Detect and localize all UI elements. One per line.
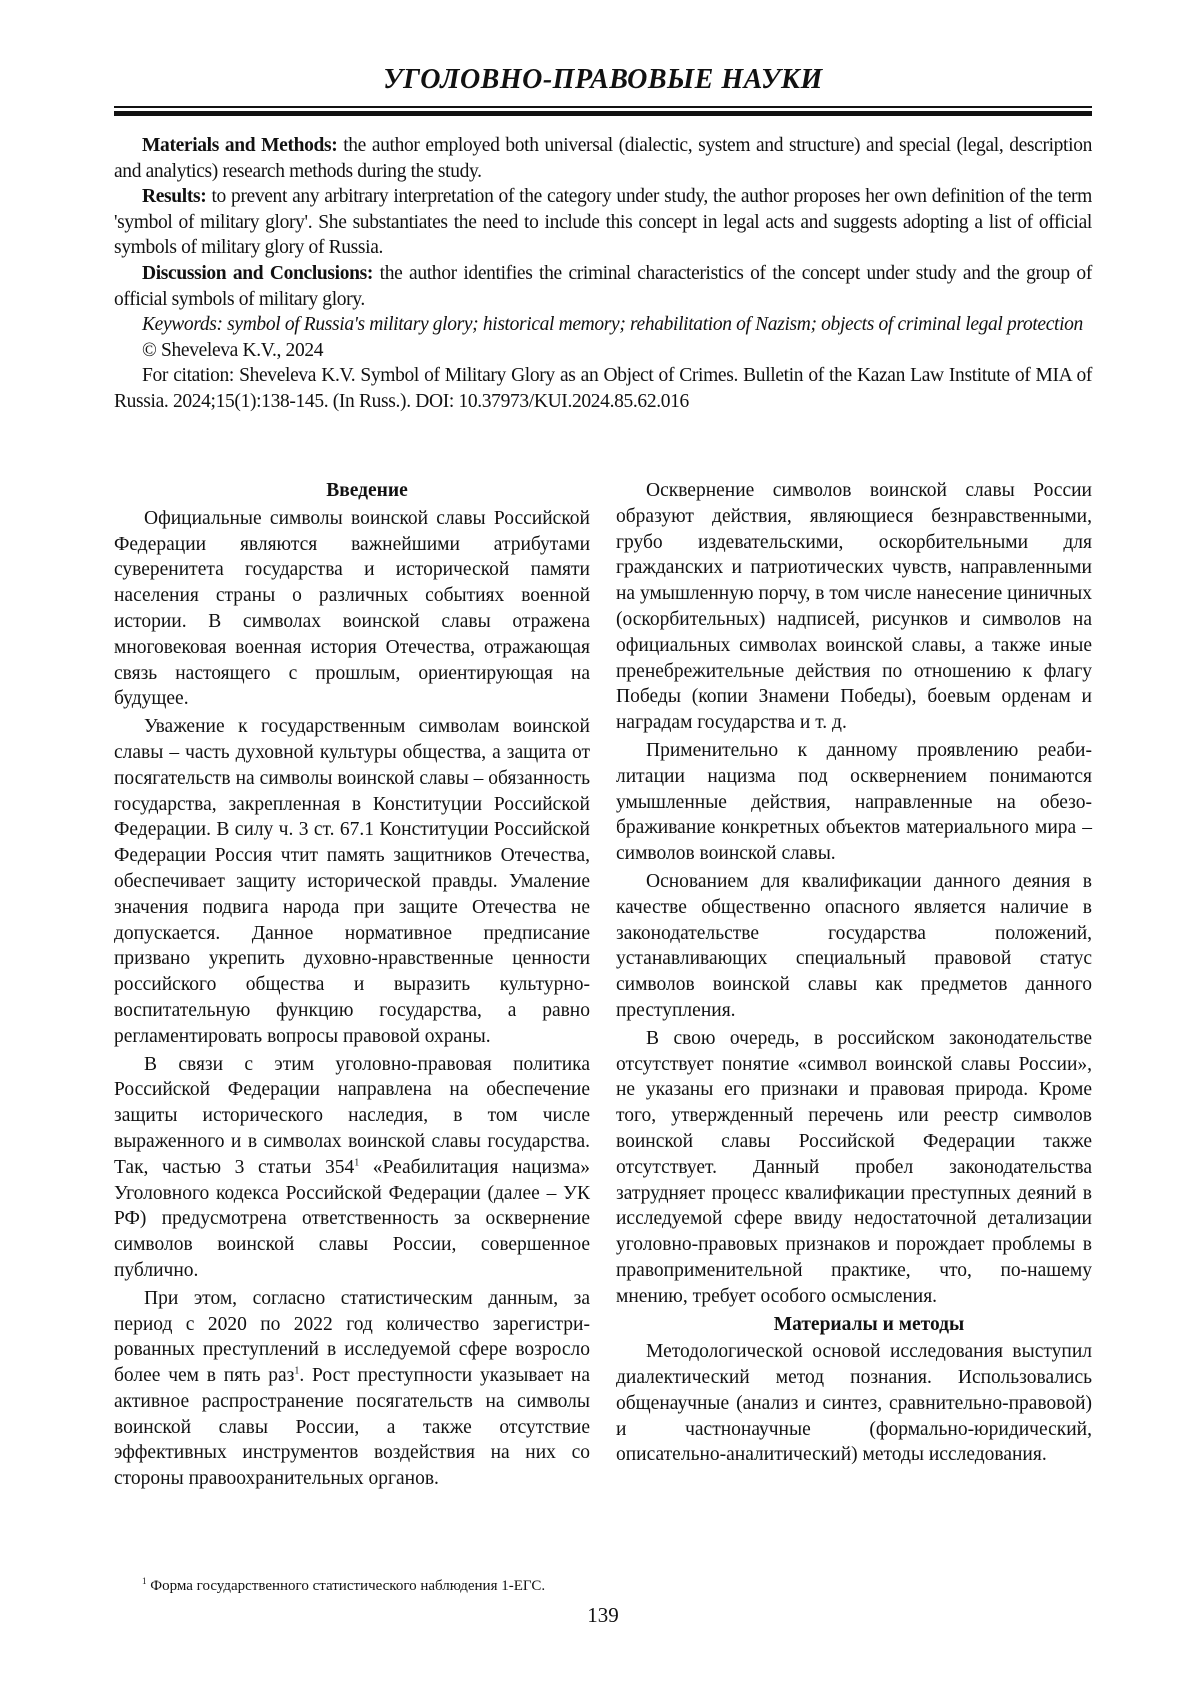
body-column-right [616,478,1092,1470]
header-rule-thick [114,111,1092,116]
footnote-reference[interactable]: 1 [294,1365,300,1377]
materials-text: the author employed both universal (dialectic, system and structure) and special (legal, description and analytics) research methods during the study. [114,135,1092,182]
abstract-results [114,184,1092,261]
body-paragraph [114,1286,590,1492]
body-paragraph: В свою очередь, в российском законодательстве отсутствует понятие «символ воинской славы России», не указаны его признаки и правовая природа. Кроме того, утвержденный перечень или реестр символов воинской славы Российской Федерации также отсутствует. Данный пробел законодательства затрудняет процесс квалификации преступных деяний в исследуемой сфере ввиду недостаточной детализации уголовно-правовых признаков и порождает проблемы в правоприменительной практике, что, по-нашему мнению, требует особого осмысления. [616,1027,1092,1307]
body-paragraph: Методологической основой исследования выступил диалектический метод познания. Использовались общенаучные (анализ и синтез, сравнительно-правовой) и частнонаучные (формально-юридический, описательно-аналитический) методы исследования. [616,1341,1092,1466]
paragraph-text: В связи с этим уголовно-правовая политика Российской Федерации направлена на обеспечение защиты исторического наследия, в том числе выраженного и в символах воинской славы государства. Так, частью 3 статьи 354 [114,1053,590,1178]
abstract-citation: For citation: Sheveleva K.V. Symbol of Military Glory as an Object of Crimes. Bulletin of the Kazan Law Institute of MIA of Russia. 2024;15(1):138-145. (In Russ.). DOI: 10.37973/KUI.2024.85.62.016 [114,365,1092,412]
paragraph-text: При этом, согласно статистическим данным, за период с 2020 по 2022 год количество зарегистрированных преступлений в исследуемой сфере возросло более чем в пять раз [114,1287,590,1387]
paragraph-text: «Реабилитация нацизма» Уголовного кодекса Российской Федерации (далее – УК РФ) предусмотрена ответственность за осквернение символов воинской славы России, совершенное публично. [114,1156,590,1281]
section-heading-introduction: Введение [326,480,408,501]
body-paragraph: Основанием для квалификации данного деяния в качестве общественно опасного является наличие в законодательстве государства положений, устанавливающих специальный правовой статус символов воинской славы как предметов данного преступления. [616,870,1092,1021]
footnote [142,1578,545,1595]
discussion-text: the author identifies the criminal characteristics of the concept under study and the group of official symbols of military glory. [114,262,1092,310]
abstract-keywords: Keywords: symbol of Russia's military glory; historical memory; rehabilitation of Nazism; objects of criminal legal protection [142,314,1083,336]
discussion-label: Discussion and Conclusions: [142,262,373,284]
results-label: Results: [142,186,207,208]
abstract-materials-methods [114,133,1092,184]
running-header-title: УГОЛОВНО-ПРАВОВЫЕ НАУКИ [383,64,823,95]
results-text: to prevent any arbitrary interpretation of the category under study, the author proposes her own definition of the term 'symbol of military glory'. She substantiates the need to include this concept in legal acts and suggests adopting a list of official symbols of military glory of Russia. [114,186,1092,259]
materials-label: Materials and Methods: [142,135,338,156]
abstract-copyright: © Sheveleva K.V., 2024 [142,339,324,361]
english-abstract [114,133,1092,415]
footnote-reference[interactable]: 1 [354,1157,360,1169]
body-paragraph: Официальные символы воинской славы Российской Федерации являются важнейшими атрибутами суверенитета государства и исторической памяти населения страны о различных событиях военной истории. В символах воинской славы отражена многовековая военная история Отечества, отражающая связь настоящего с прошлым, ориентирующая на будущее. [114,507,590,710]
body-paragraph: Уважение к государственным символам воинской славы – часть духовной культуры общества, а защита от посягательств на символы воинской славы – обязанность государства, закрепленная в Конституции Российской Федерации. В силу ч. 3 ст. 67.1 Конституции Российской Федерации Россия чтит память защитников Отечества, обеспечивает защиту исторической правды. Умаление значения подвига народа при защите Отечества не допускается. Данное нормативное предписание призвано укрепить духовно-нравственные ценности российского общества и выразить культурно-воспитательную функцию государства, а равно регламентировать вопросы правовой охраны. [114,716,590,1047]
body-column-left [114,478,590,1494]
body-paragraph: Применительно к данному проявлению реабилитации нацизма под осквернением понимаются умышленные действия, направленные на обезображивание конкретных объектов материального мира – символов воинской славы. [616,739,1092,865]
footnote-text: Форма государственного статистического наблюдения 1-ЕГС. [146,1578,546,1594]
body-paragraph: Осквернение символов воинской славы России образуют действия, являющиеся безнравственными, грубо издевательскими, оскорбительными для гражданских и патриотических чувств, направленными на умышленную порчу, в том числе нанесение циничных (оскорбительных) надписей, рисунков и символов на официальных символах воинской славы, а также иные пренебрежительные действия по отношению к флагу Победы (копии Знамени Победы), боевым орденам и наградам государства и т. д. [616,480,1092,734]
body-paragraph [114,1052,590,1284]
abstract-discussion [114,261,1092,312]
header-rule-thin [114,106,1092,108]
section-heading-materials-methods: Материалы и методы [773,1313,965,1335]
footnote-marker: 1 [142,1576,147,1586]
page-number: 139 [587,1603,619,1627]
paragraph-text: . Рост преступности указывает на активное распространение посягательств на символы воинской славы России, а также отсутствие эффективных инструментов воздействия на них со стороны правоохранительных органов. [114,1365,590,1490]
